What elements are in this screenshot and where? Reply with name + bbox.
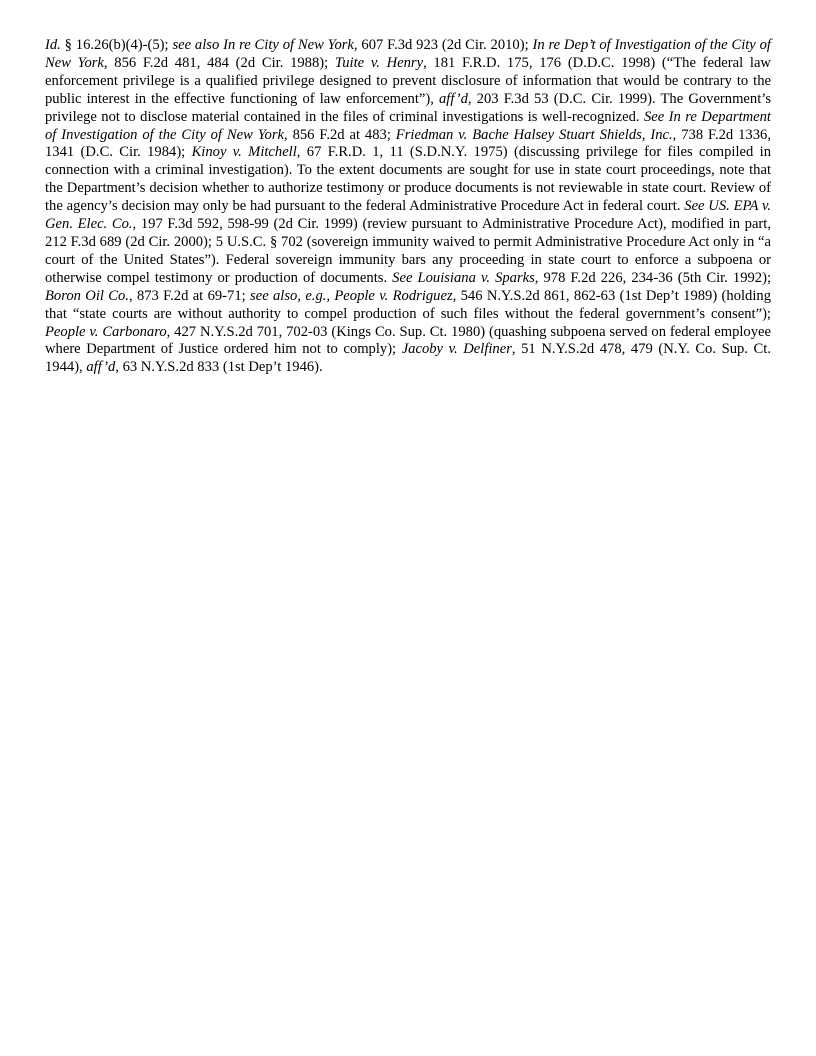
citation-italic-text: Jacoby v. Delfiner <box>401 341 512 358</box>
document-page <box>45 37 771 377</box>
citation-italic-text: see also In re City of New York <box>172 37 354 53</box>
citation-italic-text: People v. Carbonaro <box>45 323 167 340</box>
body-text: , 181 F.R.D. 175, 176 (D.D.C. 1998) (“The federal law enforcement privilege is a qualified privilege designed to prevent disclosure of information that would be contrary to the public interest in the effective functioning of law enforcement”), <box>45 54 771 107</box>
body-text: , 203 F.3d 53 (D.C. Cir. 1999). The Government’s privilege not to disclose material contained in the files of criminal investigations is well-recognized. <box>45 90 771 125</box>
citation-italic-text: aff’d <box>86 359 116 376</box>
body-text: , 738 F.2d 1336, 1341 (D.C. Cir. 1984); <box>45 126 771 161</box>
body-text: , 856 F.2d at 483; <box>284 126 396 143</box>
body-text: , 873 F.2d at 69-71; <box>128 287 251 304</box>
citation-italic-text: In re Dep’t of Investigation of the City of New York <box>45 37 771 71</box>
citation-italic-text: Friedman v. Bache Halsey Stuart Shields, Inc. <box>395 126 673 143</box>
body-text: , 607 F.3d 923 (2d Cir. 2010); <box>353 37 533 53</box>
body-text: , 856 F.2d 481, 484 (2d Cir. 1988); <box>103 54 335 71</box>
citation-italic-text: See US. EPA v. Gen. Elec. Co. <box>45 198 771 233</box>
body-text: , 197 F.3d 592, 598-99 (2d Cir. 1999) (review pursuant to Administrative Procedure Act), modified in part, 212 F.3d 689 (2d Cir. 2000); 5 U.S.C. § 702 (sovereign immunity waived to permit Administrative Procedure Act only in “a court of the United States”). Federal sovereign immunity bars any proceeding in state court to enforce a subpoena or otherwise compel testimony or production of documents. <box>45 216 771 286</box>
citation-italic-text: aff’d <box>439 90 468 107</box>
body-text: , 63 N.Y.S.2d 833 (1st Dep’t 1946). <box>115 359 323 376</box>
body-text: , 978 F.2d 226, 234-36 (5th Cir. 1992); <box>534 269 771 286</box>
citation-italic-text: Id. <box>45 37 61 53</box>
body-text: , 427 N.Y.S.2d 701, 702-03 (Kings Co. Sup. Ct. 1980) (quashing subpoena served on federal employee where Department of Justice ordered him not to comply); <box>45 323 771 358</box>
citation-italic-text: see also, e.g., People v. Rodriguez <box>250 287 453 304</box>
footnote-paragraph <box>45 37 771 377</box>
citation-italic-text: See Louisiana v. Sparks <box>392 269 535 286</box>
body-text: , 67 F.R.D. 1, 11 (S.D.N.Y. 1975) (discussing privilege for files compiled in connection with a criminal investigation). To the extent documents are sought for use in state court proceedings, note that the Department’s decision whether to authorize testimony or produce documents is not reviewable in state court. Review of the agency’s decision may only be had pursuant to the federal Administrative Procedure Act in federal court. <box>45 144 771 215</box>
body-text: , 546 N.Y.S.2d 861, 862-63 (1st Dep’t 1989) (holding that “state courts are without authority to compel production of such files without the federal government’s consent”); <box>45 287 771 322</box>
body-text: , 51 N.Y.S.2d 478, 479 (N.Y. Co. Sup. Ct. 1944), <box>45 341 771 376</box>
citation-italic-text: See In re Department of Investigation of the City of New York <box>45 108 771 143</box>
citation-italic-text: Boron Oil Co. <box>45 287 129 304</box>
citation-italic-text: Tuite v. Henry <box>334 54 424 71</box>
body-text: § 16.26(b)(4)-(5); <box>60 37 173 53</box>
citation-italic-text: Kinoy v. Mitchell <box>191 144 297 161</box>
